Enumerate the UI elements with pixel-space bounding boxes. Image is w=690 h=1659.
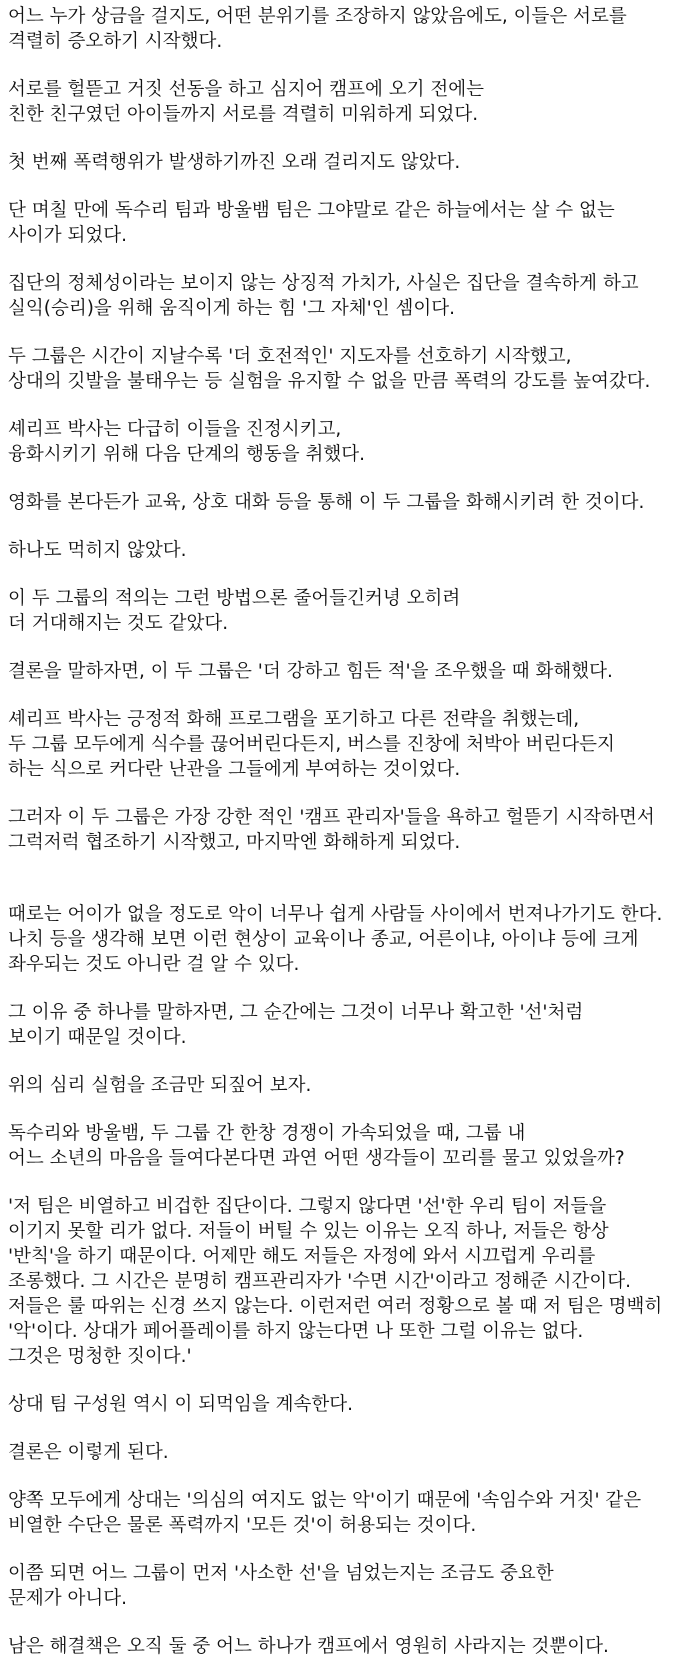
paragraph: 그러자 이 두 그룹은 가장 강한 적인 '캠프 관리자'들을 욕하고 헐뜯기 시작하면서 그럭저럭 협조하기 시작했고, 마지막엔 화해하게 되었다. (8, 807, 655, 853)
paragraph: 하나도 먹히지 않았다. (8, 540, 187, 561)
paragraph: 셰리프 박사는 긍정적 화해 프로그램을 포기하고 다른 전략을 취했는데, 두 그룹 모두에게 식수를 끊어버린다든지, 버스를 진창에 처박아 버린다든지 하는 식으로 커다란 난관을 그들에게 부여하는 것이었다. (8, 709, 615, 780)
paragraph: 단 며칠 만에 독수리 팀과 방울뱀 팀은 그야말로 같은 하늘에서는 살 수 없는 사이가 되었다. (8, 200, 615, 246)
paragraph: 위의 심리 실험을 조금만 되짚어 보자. (8, 1075, 312, 1096)
paragraph: 결론은 이렇게 된다. (8, 1442, 169, 1463)
paragraph: 서로를 헐뜯고 거짓 선동을 하고 심지어 캠프에 오기 전에는 친한 친구였던 아이들까지 서로를 격렬히 미워하게 되었다. (8, 79, 484, 125)
paragraph: 이쯤 되면 어느 그룹이 먼저 '사소한 선'을 넘었는지는 조금도 중요한 문제가 아니다. (8, 1563, 554, 1609)
paragraph: 상대 팀 구성원 역시 이 되먹임을 계속한다. (8, 1394, 353, 1415)
paragraph: 집단의 정체성이라는 보이지 않는 상징적 가치가, 사실은 집단을 결속하게 하고 실익(승리)을 위해 움직이게 하는 힘 '그 자체'인 셈이다. (8, 273, 639, 319)
paragraph: 두 그룹은 시간이 지날수록 '더 호전적인' 지도자를 선호하기 시작했고, 상대의 깃발을 불태우는 등 실험을 유지할 수 없을 만큼 폭력의 강도를 높여갔다. (8, 346, 651, 392)
paragraph: 그 이유 중 하나를 말하자면, 그 순간에는 그것이 너무나 확고한 '선'처럼 보이기 때문일 것이다. (8, 1002, 584, 1048)
paragraph: 어느 누가 상금을 걸지도, 어떤 분위기를 조장하지 않았음에도, 이들은 서로를 격렬히 증오하기 시작했다. (8, 6, 627, 52)
paragraph: 독수리와 방울뱀, 두 그룹 간 한창 경쟁이 가속되었을 때, 그룹 내 어느 소년의 마음을 들여다본다면 과연 어떤 생각들이 꼬리를 물고 있었을까? (8, 1123, 625, 1169)
document-body (8, 4, 686, 1659)
paragraph: 때로는 어이가 없을 정도로 악이 너무나 쉽게 사람들 사이에서 번져나가기도 한다. 나치 등을 생각해 보면 이런 현상이 교육이나 종교, 어른이냐, 아이냐 등에 크게 좌우되는 것도 아니란 걸 알 수 있다. (8, 904, 663, 975)
paragraph: 결론을 말하자면, 이 두 그룹은 '더 강하고 힘든 적'을 조우했을 때 화해했다. (8, 661, 613, 682)
paragraph: 영화를 본다든가 교육, 상호 대화 등을 통해 이 두 그룹을 화해시키려 한 것이다. (8, 492, 645, 513)
paragraph: 셰리프 박사는 다급히 이들을 진정시키고, 융화시키기 위해 다음 단계의 행동을 취했다. (8, 419, 365, 465)
paragraph: 남은 해결책은 오직 둘 중 어느 하나가 캠프에서 영원히 사라지는 것뿐이다. (8, 1636, 609, 1657)
paragraph: 양쪽 모두에게 상대는 '의심의 여지도 없는 악'이기 때문에 '속임수와 거짓' 같은 비열한 수단은 물론 폭력까지 '모든 것'이 허용되는 것이다. (8, 1490, 642, 1536)
paragraph: 첫 번째 폭력행위가 발생하기까진 오래 걸리지도 않았다. (8, 152, 461, 173)
paragraph: 이 두 그룹의 적의는 그런 방법으론 줄어들긴커녕 오히려 더 거대해지는 것도 같았다. (8, 588, 461, 634)
quoted-thought: '저 팀은 비열하고 비겁한 집단이다. 그렇지 않다면 '선'한 우리 팀이 저들을 이기지 못할 리가 없다. 저들이 버틸 수 있는 이유는 오직 하나, 저들은 항상 '반칙'을 하기 때문이다. 어제만 해도 저들은 자정에 와서 시끄럽게 우리를 조롱했다. 그 시간은 분명히 캠프관리자가 '수면 시간'이라고 정해준 시간이다. 저들은 룰 따위는 신경 쓰지 않는다. 이런저런 여러 정황으로 볼 때 저 팀은 명백히 '악'이다. 상대가 페어플레이를 하지 않는다면 나 또한 그럴 이유는 없다. 그것은 멍청한 짓이다.' (8, 1196, 663, 1367)
